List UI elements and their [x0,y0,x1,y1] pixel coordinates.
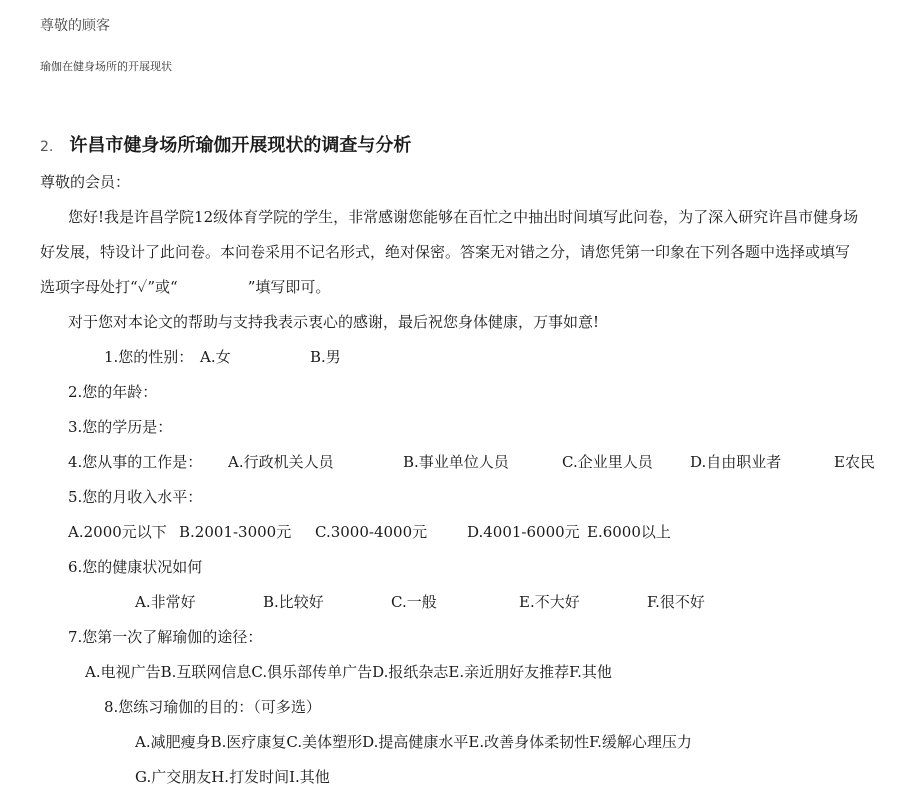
question-6: 6.您的健康状况如何 [68,558,203,576]
intro-line-1: 您好!我是许昌学院12级体育学院的学生，非常感谢您能够在百忙之中抽出时间填写此问卷，为了深入研究许昌市健身场 [68,208,859,226]
salutation: 尊敬的会员： [40,173,131,191]
question-5: 5.您的月收入水平： [68,488,203,506]
question-6-option-f: F.很不好 [647,593,705,611]
question-6-option-a: A.非常好 [135,593,196,611]
question-2: 2.您的年龄： [68,383,158,401]
question-6-option-e: E.不大好 [519,593,580,611]
section-heading [40,134,411,159]
question-6-option-c: C.一般 [391,593,437,611]
question-4-option-d: D.自由职业者 [690,453,782,471]
question-5-option-a: A.2000元以下 [68,523,167,541]
question-3: 3.您的学历是： [68,418,173,436]
question-4-label: 4.您从事的工作是： [68,453,203,471]
question-5-option-b: B.2001-3000元 [179,523,292,541]
question-5-option-d: D.4001-6000元 [467,523,580,541]
question-4-option-a: A.行政机关人员 [228,453,334,471]
intro-line-3-end: ”填写即可。 [247,278,331,296]
question-6-option-b: B.比较好 [263,593,324,611]
intro-para-2: 对于您对本论文的帮助与支持我表示衷心的感谢，最后祝您身体健康，万事如意! [68,313,600,331]
intro-line-2: 好发展，特设计了此问卷。本问卷采用不记名形式，绝对保密。答案无对错之分，请您凭第一印象在下列各题中选择或填写 [40,243,851,261]
question-8-options-2: G.广交朋友H.打发时间I.其他 [135,768,330,786]
question-5-option-e: E.6000以上 [587,523,671,541]
intro-line-3-mid: ”或“ [147,278,178,296]
question-4-option-e: E农民 [834,453,875,471]
question-5-option-c: C.3000-4000元 [315,523,428,541]
question-1-label: 1.您的性别： [104,348,194,366]
question-7: 7.您第一次了解瑜伽的途径： [68,628,263,646]
question-7-options: A.电视广告B.互联网信息C.俱乐部传单广告D.报纸杂志E.亲近朋好友推荐F.其他 [85,663,612,681]
question-1 [104,347,404,367]
check-mark: ✓ [137,278,148,296]
question-1-option-a: A.女 [200,348,231,366]
question-4-option-b: B.事业单位人员 [403,453,509,471]
question-8: 8.您练习瑜伽的目的：（可多选） [104,698,321,716]
intro-line-3-start: 选项字母处打“ [40,278,138,296]
question-6-options [135,592,835,612]
section-title: 许昌市健身场所瑜伽开展现状的调查与分析 [69,135,412,156]
greeting: 尊敬的顾客 [40,18,110,34]
subtitle: 瑜伽在健身场所的开展现状 [40,60,172,73]
question-4-option-c: C.企业里人员 [562,453,653,471]
section-number: 2. [40,139,54,155]
question-5-options [68,522,888,542]
question-4 [68,452,888,472]
question-1-option-b: B.男 [310,348,341,366]
question-8-options-1: A.减肥瘦身B.医疗康复C.美体塑形D.提高健康水平E.改善身体柔韧性F.缓解心理压力 [135,733,692,751]
intro-line-3 [40,277,330,297]
